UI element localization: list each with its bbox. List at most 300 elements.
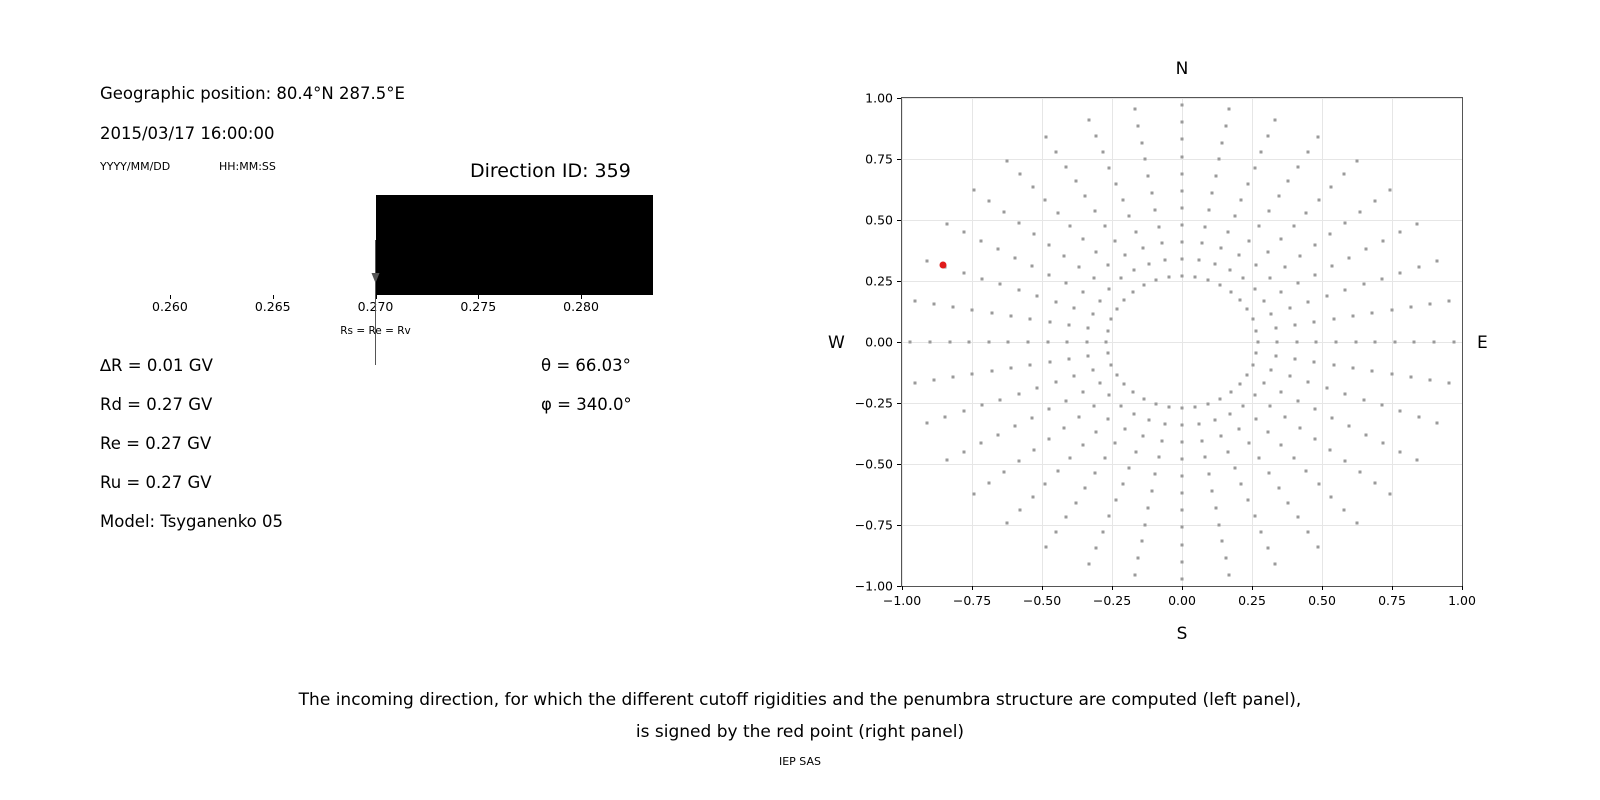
direction-point <box>1328 232 1331 235</box>
direction-point <box>968 341 971 344</box>
direction-point <box>1233 467 1236 470</box>
direction-point <box>1221 540 1224 543</box>
direction-point <box>1017 289 1020 292</box>
direction-point <box>1048 320 1051 323</box>
gridline-horizontal <box>902 220 1462 221</box>
direction-point <box>1108 515 1111 518</box>
direction-point <box>1307 531 1310 534</box>
direction-point <box>1006 159 1009 162</box>
direction-point <box>1254 417 1257 420</box>
direction-point <box>1019 509 1022 512</box>
direction-point <box>1123 254 1126 257</box>
direction-point <box>1307 150 1310 153</box>
direction-point <box>1101 150 1104 153</box>
direction-point <box>1365 248 1368 251</box>
direction-point <box>1064 516 1067 519</box>
direction-point <box>1313 243 1316 246</box>
direction-point <box>1317 483 1320 486</box>
direction-point <box>1181 509 1184 512</box>
direction-point <box>972 493 975 496</box>
direction-point <box>1359 210 1362 213</box>
direction-point <box>1248 442 1251 445</box>
direction-point <box>1342 509 1345 512</box>
direction-point <box>1087 355 1090 358</box>
direction-point <box>1253 287 1256 290</box>
direction-point <box>996 248 999 251</box>
direction-point <box>1181 104 1184 107</box>
y-tick-label: 0.25 <box>865 273 893 289</box>
direction-point <box>1448 299 1451 302</box>
direction-point <box>952 305 955 308</box>
direction-point <box>1247 182 1250 185</box>
direction-point <box>1056 212 1059 215</box>
direction-point <box>1332 364 1335 367</box>
direction-point <box>1013 425 1016 428</box>
direction-point <box>1325 295 1328 298</box>
direction-point <box>1133 269 1136 272</box>
direction-point <box>1260 150 1263 153</box>
direction-point <box>1390 308 1393 311</box>
param-model: Model: Tsyganenko 05 <box>100 512 284 531</box>
direction-point <box>1140 540 1143 543</box>
compass-north-label: N <box>1175 59 1189 79</box>
direction-point <box>1078 265 1081 268</box>
gridline-horizontal <box>902 281 1462 282</box>
direction-point <box>1181 577 1184 580</box>
direction-point <box>1295 341 1298 344</box>
direction-point <box>1436 260 1439 263</box>
direction-point <box>1143 283 1146 286</box>
direction-point <box>1314 273 1317 276</box>
direction-point <box>1144 523 1147 526</box>
direction-point <box>1214 175 1217 178</box>
direction-point <box>1084 195 1087 198</box>
direction-point <box>1091 312 1094 315</box>
direction-point <box>1238 427 1241 430</box>
direction-point <box>1106 329 1109 332</box>
direction-point <box>1135 230 1138 233</box>
direction-point <box>1104 224 1107 227</box>
direction-point <box>909 341 912 344</box>
direction-point <box>1238 383 1241 386</box>
direction-point <box>1270 312 1273 315</box>
compass-south-label: S <box>1176 624 1188 644</box>
direction-point <box>1121 483 1124 486</box>
direction-point <box>1355 159 1358 162</box>
direction-point <box>1181 275 1184 278</box>
direction-point <box>1348 256 1351 259</box>
direction-point <box>1181 121 1184 124</box>
direction-point <box>1107 264 1110 267</box>
direction-point <box>1317 198 1320 201</box>
y-tick-label: −0.25 <box>854 395 893 411</box>
direction-point <box>962 231 965 234</box>
direction-point <box>1148 418 1151 421</box>
direction-point <box>1246 308 1249 311</box>
y-tick-mark <box>897 586 901 587</box>
direction-point <box>1181 423 1184 426</box>
rs-pointer-arrow <box>98 195 653 370</box>
direction-point <box>1254 264 1257 267</box>
direction-point <box>1114 499 1117 502</box>
direction-point <box>1132 290 1135 293</box>
direction-point <box>1194 276 1197 279</box>
direction-point <box>1258 457 1261 460</box>
direction-point <box>1452 341 1455 344</box>
direction-point <box>1417 265 1420 268</box>
direction-point <box>1298 254 1301 257</box>
direction-point <box>1082 443 1085 446</box>
compass-west-label: W <box>828 333 845 353</box>
y-tick-label: 0.50 <box>865 212 893 228</box>
gridline-horizontal <box>902 403 1462 404</box>
direction-point <box>1123 298 1126 301</box>
direction-point <box>1017 392 1020 395</box>
direction-point <box>1044 483 1047 486</box>
direction-point <box>971 308 974 311</box>
direction-point <box>1002 210 1005 213</box>
direction-point <box>981 404 984 407</box>
gridline-horizontal <box>902 464 1462 465</box>
direction-point <box>1048 243 1051 246</box>
y-tick-label: −1.00 <box>854 578 893 594</box>
direction-point <box>1154 208 1157 211</box>
time-format-label: HH:MM:SS <box>219 160 276 173</box>
direction-point <box>1055 531 1058 534</box>
direction-point <box>1010 367 1013 370</box>
direction-point <box>1238 298 1241 301</box>
direction-point <box>1277 486 1280 489</box>
direction-point <box>999 283 1002 286</box>
direction-point <box>1267 547 1270 550</box>
direction-point <box>1448 382 1451 385</box>
direction-point <box>981 277 984 280</box>
direction-point <box>1181 189 1184 192</box>
direction-point <box>1294 323 1297 326</box>
direction-point <box>1006 522 1009 525</box>
direction-point <box>1362 283 1365 286</box>
direction-point <box>1115 308 1118 311</box>
x-tick-mark <box>1462 586 1463 590</box>
direction-point <box>1242 404 1245 407</box>
direction-point <box>1242 277 1245 280</box>
direction-point <box>1055 150 1058 153</box>
direction-point <box>1148 263 1151 266</box>
direction-point <box>1399 271 1402 274</box>
direction-point <box>1268 405 1271 408</box>
direction-point <box>1374 341 1377 344</box>
x-tick-mark <box>1252 586 1253 590</box>
direction-point <box>1147 506 1150 509</box>
direction-point <box>1226 230 1229 233</box>
direction-point <box>1064 282 1067 285</box>
direction-point <box>1013 256 1016 259</box>
direction-point <box>1082 238 1085 241</box>
y-tick-mark <box>897 220 901 221</box>
direction-point <box>1108 166 1111 169</box>
direction-point <box>987 341 990 344</box>
direction-point <box>1297 516 1300 519</box>
direction-point <box>1228 269 1231 272</box>
direction-point <box>1255 352 1258 355</box>
y-tick-label: 0.00 <box>865 334 893 350</box>
param-phi: φ = 340.0° <box>541 395 632 414</box>
gridline-horizontal <box>902 342 1462 343</box>
direction-point <box>1081 391 1084 394</box>
direction-point <box>1128 467 1131 470</box>
direction-point <box>1106 352 1109 355</box>
direction-point <box>1161 439 1164 442</box>
compass-east-label: E <box>1477 333 1488 353</box>
direction-point <box>1181 258 1184 261</box>
direction-point <box>1292 225 1295 228</box>
direction-point <box>1181 441 1184 444</box>
direction-point <box>1263 382 1266 385</box>
direction-point <box>1218 283 1221 286</box>
direction-point <box>987 199 990 202</box>
direction-point <box>1054 300 1057 303</box>
direction-point <box>1113 442 1116 445</box>
direction-point <box>1155 402 1158 405</box>
direction-point <box>962 450 965 453</box>
x-tick-mark <box>902 586 903 590</box>
direction-point <box>1150 192 1153 195</box>
direction-point <box>1226 451 1229 454</box>
direction-point <box>1268 276 1271 279</box>
direction-point <box>1019 172 1022 175</box>
direction-point <box>1228 412 1231 415</box>
direction-point <box>1255 329 1258 332</box>
direction-point <box>1069 456 1072 459</box>
direction-point <box>1267 430 1270 433</box>
direction-point <box>1073 375 1076 378</box>
direction-point <box>1213 418 1216 421</box>
direction-point <box>1382 239 1385 242</box>
y-tick-label: 0.75 <box>865 151 893 167</box>
direction-point <box>1036 295 1039 298</box>
direction-point <box>1045 136 1048 139</box>
direction-point <box>1344 460 1347 463</box>
direction-point <box>1200 439 1203 442</box>
direction-point <box>1274 326 1277 329</box>
direction-point <box>1416 222 1419 225</box>
direction-point <box>1355 522 1358 525</box>
direction-point <box>1292 456 1295 459</box>
direction-point <box>1213 263 1216 266</box>
direction-point <box>1280 290 1283 293</box>
direction-point <box>1078 416 1081 419</box>
direction-point <box>932 302 935 305</box>
direction-point <box>1238 254 1241 257</box>
direction-point <box>1045 545 1048 548</box>
direction-point <box>1094 251 1097 254</box>
date-format-label: YYYY/MM/DD <box>100 160 171 173</box>
penumbra-tick-label: 0.270 <box>357 299 394 314</box>
direction-point <box>1328 449 1331 452</box>
direction-point <box>1054 381 1057 384</box>
direction-point <box>1371 311 1374 314</box>
direction-point <box>1316 136 1319 139</box>
direction-point <box>1181 406 1184 409</box>
direction-point <box>1314 408 1317 411</box>
direction-point <box>1093 276 1096 279</box>
direction-point <box>1135 451 1138 454</box>
direction-point <box>1066 341 1069 344</box>
direction-point <box>1342 172 1345 175</box>
x-tick-label: 0.75 <box>1378 593 1406 608</box>
direction-point <box>1123 383 1126 386</box>
direction-id-label: Direction ID: 359 <box>470 160 631 182</box>
direction-point <box>1305 212 1308 215</box>
direction-point <box>1154 473 1157 476</box>
direction-point <box>1141 435 1144 438</box>
direction-point <box>1002 471 1005 474</box>
direction-point <box>1181 475 1184 478</box>
direction-point <box>1276 341 1279 344</box>
direction-point <box>1067 358 1070 361</box>
param-rd: Rd = 0.27 GV <box>100 395 213 414</box>
direction-point <box>1094 209 1097 212</box>
direction-point <box>1141 246 1144 249</box>
direction-point <box>1287 501 1290 504</box>
x-tick-label: 0.00 <box>1168 593 1196 608</box>
direction-point <box>1399 450 1402 453</box>
direction-point <box>1416 459 1419 462</box>
direction-point <box>929 341 932 344</box>
direction-point <box>1247 499 1250 502</box>
direction-point <box>1030 416 1033 419</box>
direction-point <box>1429 302 1432 305</box>
direction-point <box>1197 422 1200 425</box>
direction-point <box>1313 361 1316 364</box>
direction-point <box>1167 405 1170 408</box>
direction-point <box>1274 355 1277 358</box>
x-tick-mark <box>972 586 973 590</box>
direction-point <box>1029 317 1032 320</box>
direction-point <box>1283 416 1286 419</box>
direction-point <box>1137 557 1140 560</box>
direction-point <box>1359 471 1362 474</box>
direction-point <box>1382 442 1385 445</box>
direction-point <box>1253 515 1256 518</box>
direction-point <box>1109 318 1112 321</box>
direction-point <box>1140 141 1143 144</box>
direction-point <box>1354 341 1357 344</box>
direction-point <box>1161 242 1164 245</box>
direction-point <box>1344 289 1347 292</box>
direction-point <box>1128 214 1131 217</box>
direction-point <box>1200 242 1203 245</box>
direction-point <box>1389 493 1392 496</box>
direction-point <box>1181 492 1184 495</box>
direction-point <box>1114 182 1117 185</box>
direction-point <box>1207 473 1210 476</box>
direction-point <box>1084 486 1087 489</box>
direction-point <box>1121 198 1124 201</box>
direction-point <box>1348 425 1351 428</box>
direction-point <box>1119 277 1122 280</box>
direction-point <box>1088 118 1091 121</box>
direction-point <box>1393 341 1396 344</box>
direction-point <box>1258 224 1261 227</box>
penumbra-tick-label: 0.260 <box>152 299 188 314</box>
direction-point <box>1197 259 1200 262</box>
right-panel <box>800 0 1600 660</box>
direction-point <box>1033 232 1036 235</box>
direction-point <box>1305 469 1308 472</box>
direction-point <box>1313 438 1316 441</box>
direction-point <box>1104 457 1107 460</box>
direction-point <box>1094 472 1097 475</box>
direction-point <box>1344 221 1347 224</box>
direction-point <box>1298 427 1301 430</box>
direction-point <box>1380 404 1383 407</box>
direction-point <box>979 442 982 445</box>
direction-point <box>1279 238 1282 241</box>
penumbra-tick-label: 0.275 <box>460 299 497 314</box>
direction-point <box>1297 399 1300 402</box>
penumbra-chart <box>98 195 653 337</box>
direction-point <box>1181 526 1184 529</box>
direction-point <box>1389 188 1392 191</box>
direction-point <box>1211 192 1214 195</box>
direction-point <box>1109 363 1112 366</box>
direction-point <box>1047 273 1050 276</box>
direction-point <box>1144 158 1147 161</box>
direction-point <box>1036 386 1039 389</box>
direction-point <box>1067 323 1070 326</box>
direction-point <box>1007 341 1010 344</box>
direction-point <box>1288 375 1291 378</box>
direction-point <box>1107 417 1110 420</box>
direction-point <box>1143 398 1146 401</box>
direction-point <box>1294 358 1297 361</box>
direction-point <box>1101 531 1104 534</box>
direction-point <box>1297 165 1300 168</box>
y-tick-mark <box>897 525 901 526</box>
direction-point <box>1362 398 1365 401</box>
selected-direction-marker <box>939 262 946 269</box>
direction-point <box>1150 489 1153 492</box>
direction-point <box>913 299 916 302</box>
direction-point <box>1132 391 1135 394</box>
direction-point <box>1207 208 1210 211</box>
param-re: Re = 0.27 GV <box>100 434 212 453</box>
direction-point <box>1351 314 1354 317</box>
direction-point <box>925 421 928 424</box>
direction-point <box>1093 405 1096 408</box>
direction-point <box>1288 306 1291 309</box>
direction-point <box>945 222 948 225</box>
direction-point <box>1074 180 1077 183</box>
direction-point <box>1181 223 1184 226</box>
direction-point <box>1063 427 1066 430</box>
direction-point <box>1046 341 1049 344</box>
direction-point <box>1248 239 1251 242</box>
y-tick-mark <box>897 159 901 160</box>
direction-point <box>1044 198 1047 201</box>
direction-point <box>1240 483 1243 486</box>
direction-point <box>1017 221 1020 224</box>
direction-point <box>1108 394 1111 397</box>
direction-point <box>1204 456 1207 459</box>
direction-point <box>1181 172 1184 175</box>
direction-point <box>1413 341 1416 344</box>
direction-point <box>932 379 935 382</box>
direction-point <box>1217 523 1220 526</box>
direction-point <box>1087 326 1090 329</box>
direction-point <box>1204 225 1207 228</box>
